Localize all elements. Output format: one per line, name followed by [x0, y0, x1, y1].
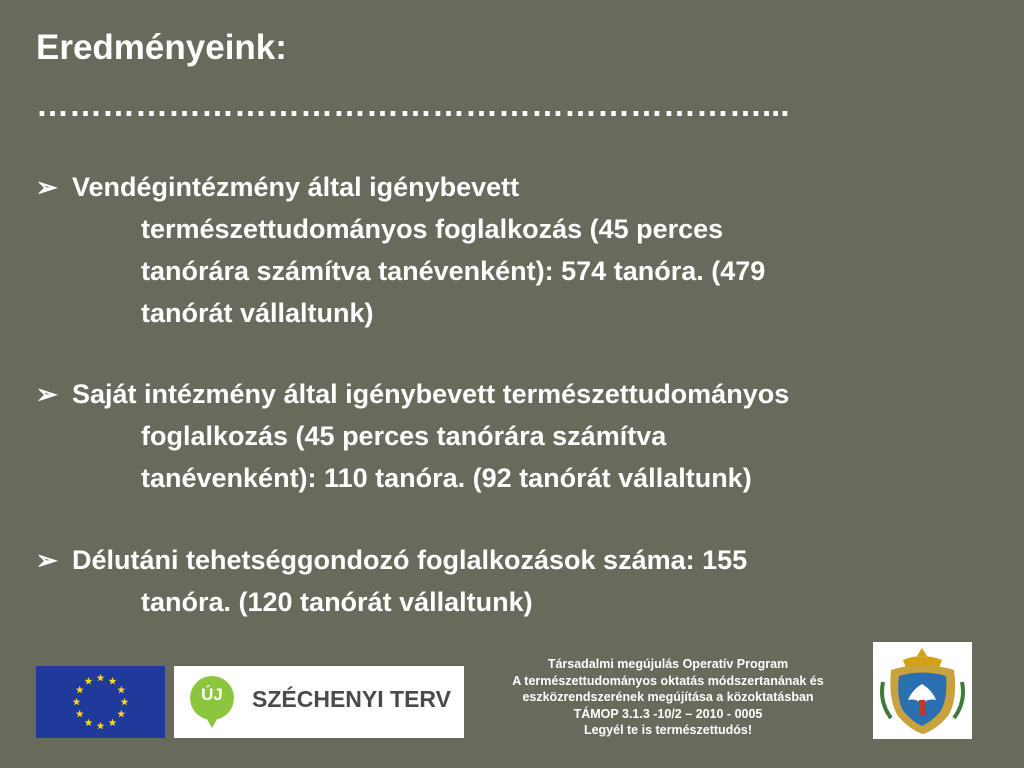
eu-star: [117, 686, 125, 694]
logo-szechenyi-text: SZÉCHENYI TERV: [252, 686, 451, 712]
bullet-continuation: tanórára számítva tanévenként): 574 tanóra. (479: [141, 256, 766, 286]
crest-icon: [873, 642, 972, 739]
bullet-line: [36, 373, 996, 415]
bullet-text: Délutáni tehetséggondozó foglalkozások száma: 155: [72, 545, 748, 575]
eu-star: [109, 677, 117, 685]
arrow-bullet-icon: ➢: [36, 379, 58, 409]
program-info: [478, 656, 858, 739]
result-bullet-2: [36, 373, 996, 499]
bullet-text: Vendégintézmény által igénybevett: [72, 172, 520, 202]
eu-star: [117, 710, 125, 718]
eu-star: [73, 698, 81, 706]
dotted-separator: …………………………………………………………...: [36, 86, 790, 123]
bullet-continuation: természettudományos foglalkozás (45 perces: [141, 214, 724, 244]
eu-star: [85, 677, 93, 685]
bullet-text: Saját intézmény által igénybevett természettudományos: [72, 379, 790, 409]
result-bullet-3: [36, 539, 996, 623]
eu-star: [97, 722, 105, 730]
program-line: A természettudományos oktatás módszertanának és: [512, 673, 824, 688]
bullet-line: [36, 539, 996, 581]
arrow-bullet-icon: ➢: [36, 172, 58, 202]
eu-star: [76, 710, 84, 718]
bullet-continuation: tanévenként): 110 tanóra. (92 tanórát vállaltunk): [141, 463, 752, 493]
program-line: TÁMOP 3.1.3 -10/2 – 2010 - 0005: [573, 706, 763, 721]
eu-star: [85, 719, 93, 727]
eu-star: [121, 698, 129, 706]
bullet-continuation: tanórát vállaltunk): [141, 298, 374, 328]
program-line: eszközrendszerének megújítása a közoktatásban: [522, 690, 814, 704]
eu-star: [76, 686, 84, 694]
result-bullet-1: [36, 166, 996, 334]
program-line: Társadalmi megújulás Operatív Program: [547, 657, 789, 671]
slide-title: Eredményeink:: [36, 28, 287, 67]
coat-of-arms-logo: [873, 642, 972, 739]
eu-star: [109, 719, 117, 727]
eu-stars-icon: [36, 666, 165, 738]
logo-uj-text: ÚJ: [201, 685, 223, 704]
arrow-bullet-icon: ➢: [36, 545, 58, 575]
eu-star: [97, 674, 105, 682]
eu-flag-logo: [36, 666, 165, 738]
program-line: Legyél te is természettudós!: [583, 723, 753, 737]
bullet-continuation: foglalkozás (45 perces tanórára számítva: [141, 421, 667, 451]
speech-bubble-tail: [204, 714, 220, 728]
bullet-continuation: tanóra. (120 tanórát vállaltunk): [141, 587, 533, 617]
bullet-line: [36, 166, 996, 208]
szechenyi-terv-logo: [174, 666, 464, 738]
